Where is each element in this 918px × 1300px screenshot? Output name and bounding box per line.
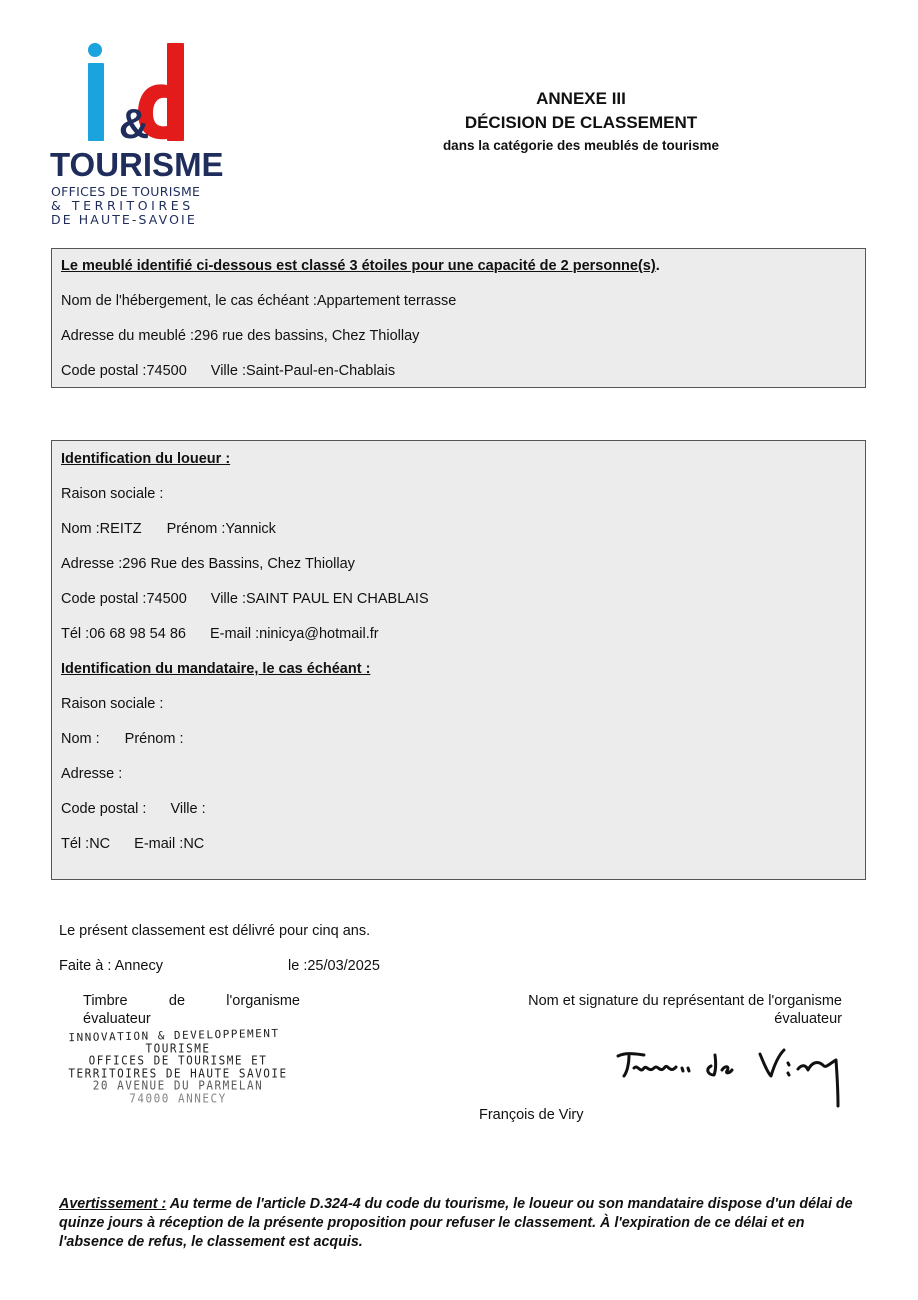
logo-line-offices: OFFICES DE TOURISME — [51, 184, 201, 199]
logo-wordmark: TOURISME — [50, 146, 224, 183]
identification-box — [51, 440, 866, 880]
agent-contact-row: Tél :NC E-mail :NC — [61, 836, 205, 852]
classification-statement-text: Le meublé identifié ci-dessous est classé 3 étoiles pour une capacité de 2 personne(s) — [61, 258, 656, 274]
organization-stamp: INNOVATION & DEVELOPPEMENT TOURISME OFFICES DE TOURISME ET TERRITOIRES DE HAUTE SAVOIE 20 AVENUE DU PARMELAN 74000 ANNECY — [68, 1026, 288, 1106]
svg-text:&: & — [118, 100, 150, 144]
agent-location-row: Code postal : Ville : — [61, 801, 206, 817]
id-monogram-icon — [50, 40, 190, 144]
renter-email-value: ninicya@hotmail.fr — [259, 626, 379, 642]
issue-date: le :25/03/2025 — [288, 958, 380, 974]
warning-notice: Avertissement : Au terme de l'article D.324-4 du code du tourisme, le loueur ou son mandataire dispose d'un délai de quinze jours à réception de la présente proposition pour refuser le classement. À l'expiration de ce délai et en l'absence de refus, le classement est acquis. — [59, 1196, 853, 1250]
renter-location-row: Code postal :74500 Ville :SAINT PAUL EN CHABLAIS — [61, 591, 429, 607]
renter-name-row: Nom :REITZ Prénom :Yannick — [61, 521, 276, 537]
renter-company-row: Raison sociale : — [61, 486, 164, 502]
signature-label-continued: évaluateur — [774, 1011, 842, 1027]
agent-heading: Identification du mandataire, le cas échéant : — [61, 661, 371, 677]
annex-title: ANNEXE III — [536, 89, 626, 108]
renter-first-name-value: Yannick — [225, 521, 276, 537]
validity-statement: Le présent classement est délivré pour cinq ans. — [59, 923, 371, 939]
accommodation-postal-value: 74500 — [146, 363, 187, 379]
renter-contact-row: Tél :06 68 98 54 86 E-mail :ninicya@hotmail.fr — [61, 626, 379, 642]
renter-city-value: SAINT PAUL EN CHABLAIS — [245, 591, 429, 607]
agent-name-row: Nom : Prénom : — [61, 731, 184, 747]
classification-box — [51, 248, 866, 388]
issue-place: Faite à : Annecy — [59, 958, 163, 974]
warning-label: Avertissement : — [59, 1196, 167, 1212]
renter-phone-value: 06 68 98 54 86 — [89, 626, 186, 642]
classification-statement: Le meublé identifié ci-dessous est classé 3 étoiles pour une capacité de 2 personne(s). — [61, 258, 660, 274]
accommodation-location-row: Code postal :74500 Ville :Saint-Paul-en-Chablais — [61, 363, 396, 379]
accommodation-name-row: Nom de l'hébergement, le cas échéant :Appartement terrasse — [61, 293, 457, 309]
accommodation-name-value: Appartement terrasse — [316, 293, 457, 309]
renter-address-value: 296 Rue des Bassins, Chez Thiollay — [122, 556, 355, 572]
signature-label: Nom et signature du représentant de l'organisme — [528, 993, 842, 1009]
renter-address-row: Adresse :296 Rue des Bassins, Chez Thiollay — [61, 556, 355, 572]
handwritten-signature — [612, 1046, 844, 1112]
accommodation-address-row: Adresse du meublé :296 rue des bassins, Chez Thiollay — [61, 328, 420, 344]
logo-line-region: DE HAUTE-SAVOIE — [51, 212, 197, 227]
stamp-label: Timbre de l'organisme — [83, 993, 300, 1009]
document-title: DÉCISION DE CLASSEMENT — [464, 113, 698, 132]
stamp-label-continued: évaluateur — [83, 1011, 151, 1027]
organization-logo — [50, 40, 230, 240]
signer-name: François de Viry — [479, 1107, 584, 1123]
renter-last-name-value: REITZ — [99, 521, 142, 537]
agent-company-row: Raison sociale : — [61, 696, 164, 712]
logo-line-territories: & TERRITOIRES — [51, 198, 194, 213]
renter-heading: Identification du loueur : — [61, 451, 231, 467]
agent-address-row: Adresse : — [61, 766, 123, 782]
accommodation-city-value: Saint-Paul-en-Chablais — [245, 363, 396, 379]
accommodation-address-value: 296 rue des bassins, Chez Thiollay — [194, 328, 420, 344]
document-subtitle: dans la catégorie des meublés de tourisme — [442, 138, 720, 153]
